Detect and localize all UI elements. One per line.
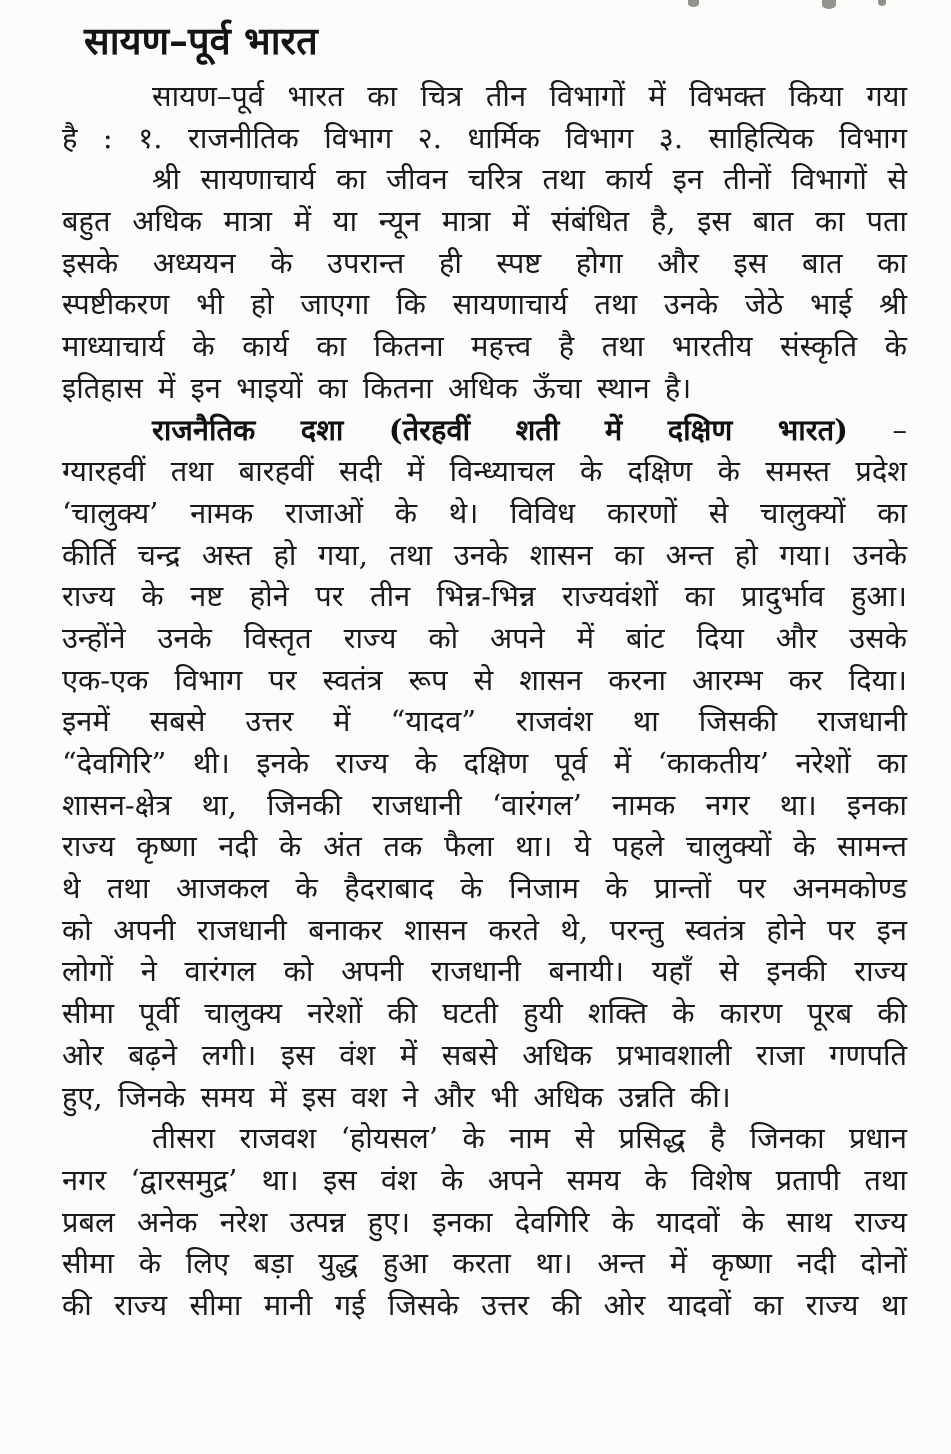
- text-run: है : १. राजनीतिक विभाग २. धार्मिक विभाग ३. साहित्यिक विभाग: [62, 120, 907, 155]
- text-line: [62, 326, 907, 368]
- text-run: ग्यारहवीं तथा बारहवीं सदी में विन्ध्याचल के दक्षिण के समस्त प्रदेश: [62, 454, 907, 489]
- text-line: [62, 868, 907, 910]
- text-run: लोगों ने वारंगल को अपनी राजधानी बनायी। यहाँ से इनकी राज्य: [62, 954, 907, 989]
- text-line: [62, 1077, 907, 1119]
- text-run: को अपनी राजधानी बनाकर शासन करते थे, परन्तु स्वतंत्र होने पर इन: [62, 912, 907, 947]
- text-line: [62, 951, 907, 993]
- text-line: [62, 743, 907, 785]
- text-run: हुए, जिनके समय में इस वश ने और भी अधिक उन्नति की।: [62, 1079, 731, 1114]
- text-line: [62, 785, 907, 827]
- text-line: [62, 118, 907, 160]
- text-line: [62, 1243, 907, 1285]
- scan-artifact: [822, 0, 836, 9]
- text-run: श्री सायणाचार्य का जीवन चरित्र तथा कार्य इन तीनों विभागों से: [152, 162, 907, 197]
- text-run: की राज्य सीमा मानी गई जिसके उत्तर की ओर यादवों का राज्य था: [62, 1287, 907, 1322]
- text-line: [62, 76, 907, 118]
- text-line: [62, 451, 907, 493]
- text-block: [62, 76, 907, 1327]
- text-line: [62, 159, 907, 201]
- text-line: [62, 1160, 907, 1202]
- text-run: ओर बढ़ने लगी। इस वंश में सबसे अधिक प्रभावशाली राजा गणपति: [62, 1037, 907, 1072]
- text-line: [62, 660, 907, 702]
- page-title: सायण–पूर्व भारत: [84, 18, 318, 63]
- text-run: शासन-क्षेत्र था, जिनकी राजधानी ‘वारंगल’ नामक नगर था। इनका: [62, 787, 907, 822]
- text-run: इतिहास में इन भाइयों का कितना अधिक ऊँचा स्थान है।: [62, 370, 692, 405]
- text-line: [62, 576, 907, 618]
- text-run: थे तथा आजकल के हैदराबाद के निजाम के प्रान्तों पर अनमकोण्ड: [62, 871, 907, 906]
- text-run: स्पष्टीकरण भी हो जाएगा कि सायणाचार्य तथा उनके जेठे भाई श्री: [62, 287, 907, 322]
- text-run: सायण–पूर्व भारत का चित्र तीन विभागों में विभक्त किया गया: [152, 79, 907, 113]
- text-run: तीसरा राजवश ‘होयसल’ के नाम से प्रसिद्ध है जिनका प्रधान: [152, 1121, 907, 1156]
- text-line: [62, 910, 907, 952]
- text-run: सीमा के लिए बड़ा युद्ध हुआ करता था। अन्त में कृष्णा नदी दोनों: [62, 1246, 907, 1281]
- text-run: ‘चालुक्य’ नामक राजाओं के थे। विविध कारणों से चालुक्यों का: [62, 495, 907, 530]
- scan-artifact: [688, 0, 699, 7]
- text-run: इनमें सबसे उत्तर में “यादव” राजवंश था जिसकी राजधानी: [62, 704, 907, 739]
- text-line: [62, 368, 907, 410]
- text-line: [62, 493, 907, 535]
- text-run: राज्य कृष्णा नदी के अंत तक फैला था। ये पहले चालुक्यों के सामन्त: [62, 829, 907, 864]
- text-line: [62, 284, 907, 326]
- text-run: कीर्ति चन्द्र अस्त हो गया, तथा उनके शासन का अन्त हो गया। उनके: [62, 537, 907, 572]
- section-heading-run: राजनैतिक दशा (तेरहवीं शती में दक्षिण भारत): [152, 412, 848, 447]
- text-run: नगर ‘द्वारसमुद्र’ था। इस वंश के अपने समय के विशेष प्रतापी तथा: [62, 1162, 907, 1197]
- text-line: [62, 410, 907, 452]
- text-run: राज्य के नष्ट होने पर तीन भिन्न-भिन्न राज्यवंशों का प्रादुर्भाव हुआ।: [62, 579, 907, 614]
- text-run: सीमा पूर्वी चालुक्य नरेशों की घटती हुयी शक्ति के कारण पूरब की: [62, 996, 907, 1031]
- text-line: [62, 1118, 907, 1160]
- text-run: इसके अध्ययन के उपरान्त ही स्पष्ट होगा और इस बात का: [62, 245, 907, 280]
- text-line: [62, 826, 907, 868]
- text-line: [62, 701, 907, 743]
- text-line: [62, 1285, 907, 1327]
- text-line: [62, 535, 907, 577]
- text-line: [62, 1035, 907, 1077]
- scan-artifact: [878, 0, 886, 6]
- text-run: बहुत अधिक मात्रा में या न्यून मात्रा में संबंधित है, इस बात का पता: [62, 204, 907, 239]
- text-run: –: [847, 412, 907, 447]
- text-line: [62, 243, 907, 285]
- text-run: प्रबल अनेक नरेश उत्पन्न हुए। इनका देवगिरि के यादवों के साथ राज्य: [62, 1204, 907, 1239]
- text-line: [62, 1202, 907, 1244]
- text-run: एक-एक विभाग पर स्वतंत्र रूप से शासन करना आरम्भ कर दिया।: [62, 662, 907, 697]
- text-run: माध्याचार्य के कार्य का कितना महत्त्व है तथा भारतीय संस्कृति के: [62, 329, 907, 364]
- text-run: “देवगिरि” थी। इनके राज्य के दक्षिण पूर्व में ‘काकतीय’ नरेशों का: [62, 746, 907, 780]
- text-line: [62, 993, 907, 1035]
- text-line: [62, 201, 907, 243]
- text-run: उन्होंने उनके विस्तृत राज्य को अपने में बांट दिया और उसके: [62, 620, 907, 655]
- text-line: [62, 618, 907, 660]
